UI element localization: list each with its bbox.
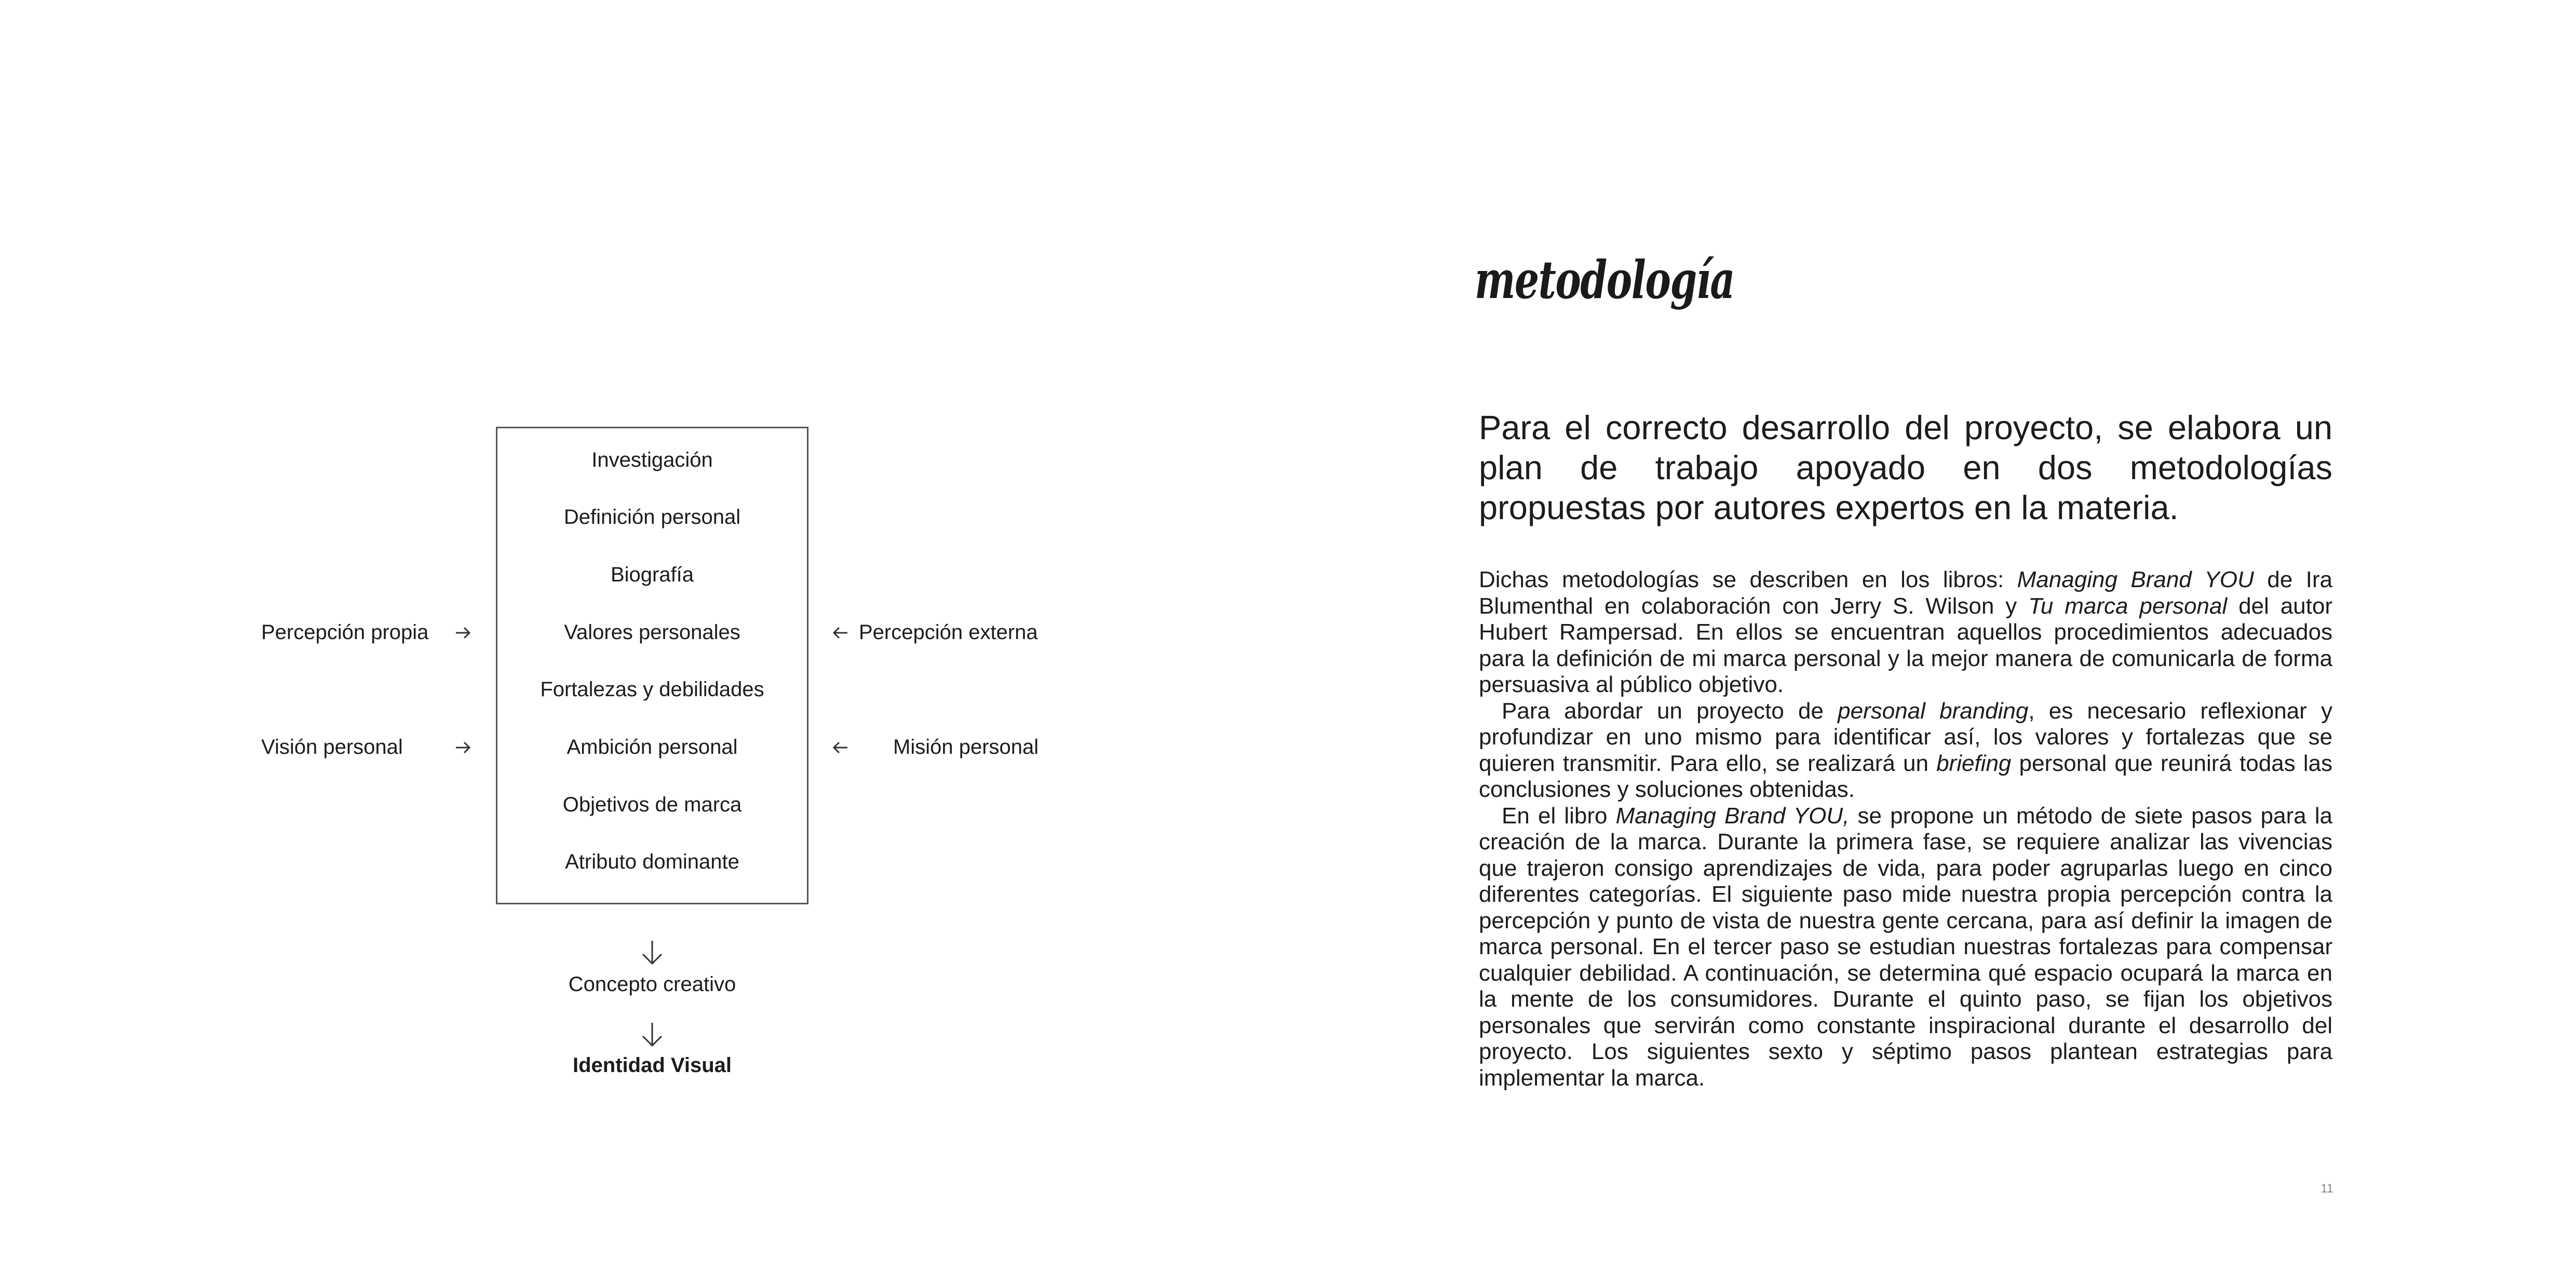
step-biografia: Biografía (610, 563, 694, 586)
intro-paragraph: Para el correcto desarrollo del proyecto, se elabora un plan de trabajo apoyado en dos metodologías propuestas por autores expertos en la materia. (1479, 409, 2332, 526)
section-title (1475, 249, 1745, 326)
paragraph-1: Dichas metodologías se describen en los libros: Managing Brand YOU de Ira Blumenthal en colaboración con Jerry S. Wilson y Tu marca personal del autor Hubert Rampersad. En ellos se encuentran aquellos procedimientos adecuados para la definición de mi marca personal y la mejor manera de comunicarla de forma persuasiva al público objetivo. (1479, 567, 2332, 697)
arrow-down-icon (641, 1022, 664, 1048)
input-percepcion-externa: Percepción externa (859, 621, 1038, 644)
arrow-right-icon (454, 739, 473, 756)
paragraph-3: En el libro Managing Brand YOU, se propone un método de siete pasos para la creación de la marca. Durante la primera fase, se requiere analizar las vivencias que trajeron consigo aprendizajes de vida, para poder agruparlas luego en cinco diferentes categorías. El siguiente paso mide nuestra propia percepción contra la percepción y punto de vista de nuestra gente cercana, para así definir la imagen de marca personal. En el tercer paso se estudian nuestras fortalezas para compensar cualquier debilidad. A continuación, se determina qué espacio ocupará la marca en la mente de los consumidores. Durante el quinto paso, se fijan los objetivos personales que servirán como constante inspiracional durante el desarrollo del proyecto. Los siguientes sexto y séptimo pasos plantean estrategias para implementar la marca. (1479, 803, 2332, 1091)
step-valores-personales: Valores personales (564, 621, 740, 644)
step-definicion-personal: Definición personal (563, 506, 741, 528)
step-ambicion-personal: Ambición personal (567, 736, 738, 758)
input-mision-personal: Misión personal (893, 736, 1039, 758)
arrow-left-icon (831, 625, 849, 641)
input-vision-personal: Visión personal (261, 736, 403, 758)
arrow-left-icon (831, 739, 849, 756)
title-text: metodología (1475, 249, 1734, 310)
body-text (1479, 567, 2332, 1091)
steps-box (496, 427, 808, 904)
arrow-down-icon (641, 940, 664, 966)
step-atributo-dominante: Atributo dominante (565, 850, 739, 873)
paragraph-2: Para abordar un proyecto de personal branding, es necesario reflexionar y profundizar en uno mismo para identificar así, los valores y fortalezas que se quieren transmitir. Para ello, se realizará un briefing personal que reunirá todas las conclusiones y soluciones obtenidas. (1479, 698, 2332, 802)
input-percepcion-propia: Percepción propia (261, 621, 429, 644)
step-investigacion: Investigación (591, 449, 713, 471)
step-fortalezas-debilidades: Fortalezas y debilidades (540, 678, 764, 701)
outcome-concepto-creativo: Concepto creativo (568, 973, 736, 996)
arrow-right-icon (454, 625, 473, 641)
step-objetivos-marca: Objetivos de marca (562, 793, 742, 816)
outcome-identidad-visual: Identidad Visual (573, 1054, 732, 1077)
page-number: 11 (2321, 1182, 2334, 1196)
